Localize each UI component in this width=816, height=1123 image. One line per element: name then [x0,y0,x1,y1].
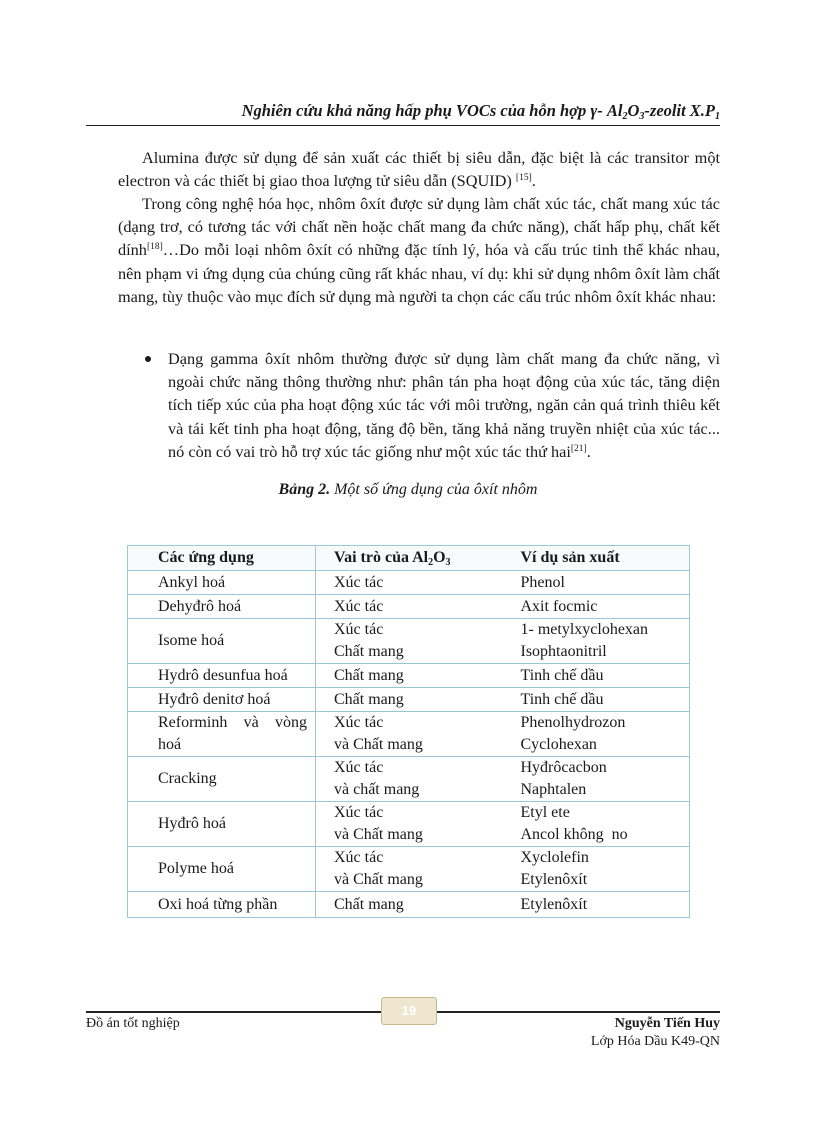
cell-role: Chất mang [316,688,503,712]
cell-example: Tinh chế dầu [503,688,690,712]
cell-application: Isome hoá [128,619,316,664]
applications-table [127,545,690,918]
cell-role: Chất mang [316,664,503,688]
paragraph-alumina-uses: Alumina được sử dụng để sản xuất các thiết bị siêu dẫn, đặc biệt là các transitor một electron và các thiết bị giao thoa lượng tử siêu dẫn (SQUID) [15]. [118,148,720,191]
table-caption: Bảng 2. Một số ứng dụng của ôxít nhôm [278,481,538,498]
table-row [128,712,690,757]
cell-role: Xúc tác [316,571,503,595]
table-row [128,595,690,619]
cell-role: Xúc tác và Chất mang [316,802,503,847]
running-header [86,101,720,126]
cell-application: Dehyđrô hoá [128,595,316,619]
footer-author-block [591,1015,720,1051]
bullet-dot-icon [145,356,151,362]
footer-author: Nguyễn Tiến Huy [614,1016,720,1031]
header-role: Vai trò của $Al_2O_3$ [316,546,503,571]
table-row [128,619,690,664]
header-example: Ví dụ sản xuất [503,546,690,571]
cell-application: Hyđrô denitơ hoá [128,688,316,712]
cell-example: Axit focmic [503,595,690,619]
cell-role: Chất mang [316,892,503,918]
cell-application: Cracking [128,757,316,802]
cell-example: Hyđrôcacbon Naphtalen [503,757,690,802]
page-number: 19 [381,997,437,1025]
table-row [128,664,690,688]
table-row [128,571,690,595]
cell-application: Reforminh và vòng hoá [128,712,316,757]
cell-role: Xúc tác [316,595,503,619]
footer-thesis-label: Đồ án tốt nghiệp [86,1016,180,1031]
cell-role: Xúc tác Chất mang [316,619,503,664]
cell-application: Hydrô desunfua hoá [128,664,316,688]
cell-application: Oxi hoá từng phần [128,892,316,918]
cell-example: Xyclolefin Etylenôxít [503,847,690,892]
cell-example: Etylenôxít [503,892,690,918]
table-row [128,892,690,918]
paragraph-chemical-tech: Trong công nghệ hóa học, nhôm ôxít được sử dụng làm chất xúc tác, chất mang xúc tác (dạng trơ, có tương tác với chất nền hoặc chất mang đa chức năng), chất hấp phụ, chất kết dính[18]…Do mỗi loại nhôm ôxít có những đặc tính lý, hóa và cấu trúc tinh thể khác nhau, nên phạm vi ứng dụng của chúng cũng rất khác nhau, ví dụ: khi sử dụng nhôm ôxít làm chất mang, tùy thuộc vào mục đích sử dụng mà người ta chọn các cấu trúc nhôm ôxít khác nhau: [118,194,720,306]
bullet-text: Dạng gamma ôxít nhôm thường được sử dụng làm chất mang đa chức năng, vì ngoài chức năng thông thường như: phân tán pha hoạt động của xúc tác, tăng diện tích tiếp xúc của pha hoạt động xúc tác với môi trường, ngăn cản quá trình thiêu kết và tái kết tinh pha hoạt động, tăng độ bền, tăng khả năng truyền nhiệt của xúc tác... nó còn có vai trò hỗ trợ xúc tác giống như một xúc tác thứ hai[21]. [168,349,720,461]
table-row [128,757,690,802]
cell-example: 1- metylxyclohexan Isophtaonitril [503,619,690,664]
cell-application: Ankyl hoá [128,571,316,595]
cell-example: Phenolhydrozon Cyclohexan [503,712,690,757]
cell-example: Tinh chế dầu [503,664,690,688]
cell-application: Polyme hoá [128,847,316,892]
header-applications: Các ứng dụng [128,546,316,571]
table-row [128,802,690,847]
footer-class: Lớp Hóa Dầu K49-QN [590,1034,720,1049]
table-row [128,847,690,892]
table-row [128,688,690,712]
header-title: Nghiên cứu khả năng hấp phụ VOCs của hỗn hợp γ- $Al_2O_3$-zeolit $X.P_1$ [241,101,720,122]
cell-application: Hyđrô hoá [128,802,316,847]
cell-example: Phenol [503,571,690,595]
cell-example: Etyl ete Ancol không no [503,802,690,847]
cell-role: Xúc tác và Chất mang [316,847,503,892]
cell-role: Xúc tác và Chất mang [316,712,503,757]
cell-role: Xúc tác và chất mang [316,757,503,802]
table-header-row [128,546,690,571]
